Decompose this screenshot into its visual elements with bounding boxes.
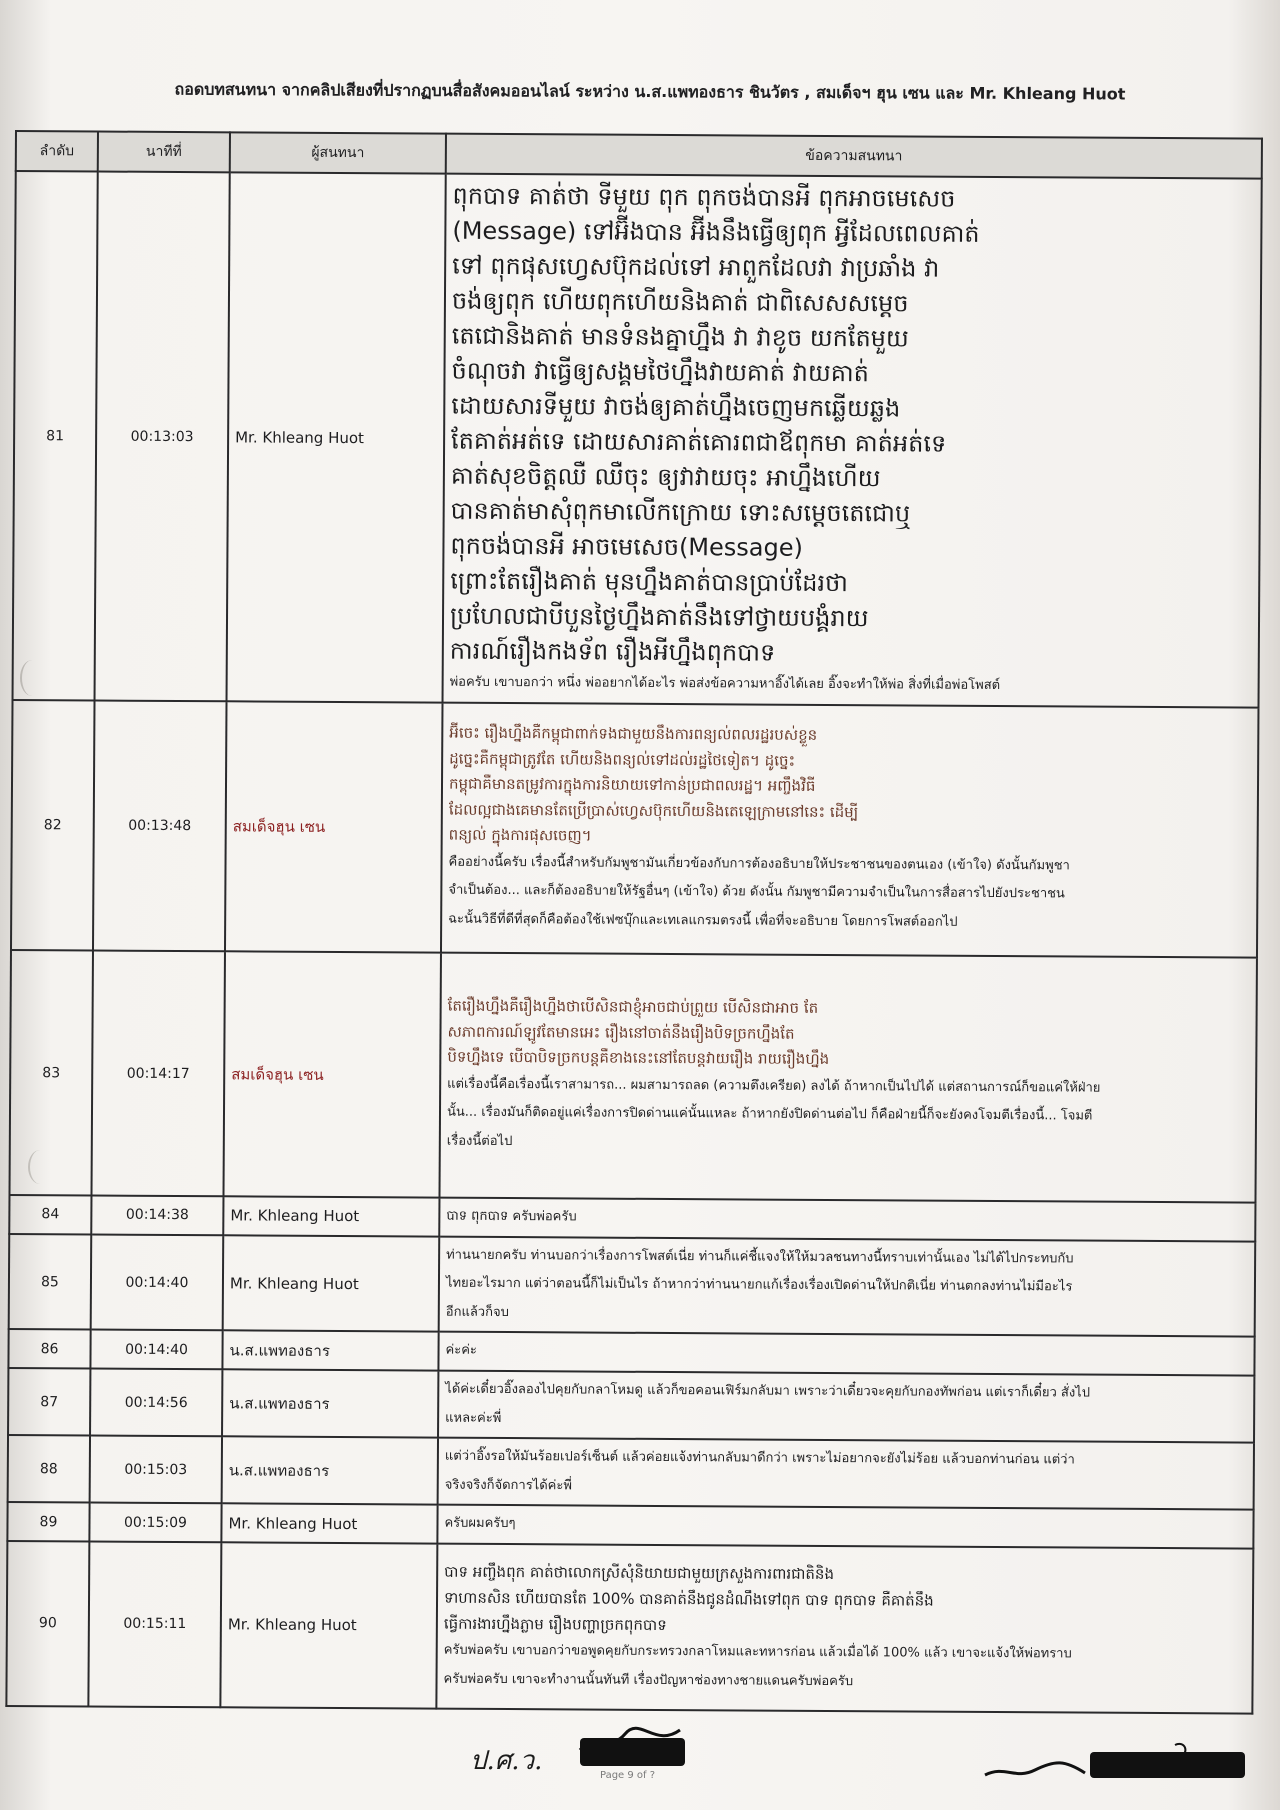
khmer-text-line: ប្រហែលជាបីបួនថ្ងៃហ្នឹងគាត់នឹងទៅថ្វាយបង្គំរាយ bbox=[449, 602, 869, 633]
table-row bbox=[8, 1435, 1254, 1510]
row-message bbox=[439, 1198, 1255, 1242]
row-message bbox=[437, 1505, 1253, 1549]
thai-text-line: ครับพ่อครับ เขาบอกว่าขอพูดคุยกับกระทรวงกลาโหมและทหารก่อน แล้วเมื่อได้ 100% แล้ว เขาจะแจ้งให้พ่อทราบ bbox=[443, 1642, 1072, 1662]
header-message: ข้อความสนทนา bbox=[446, 134, 1262, 179]
thai-text-line: ฉะนั้นวิธีที่ดีที่สุดก็คือต้องใช้เฟซบุ๊กและเทเลแกรมตรงนี้ เพื่อที่จะอธิบาย โดยการโพสต์ออกไป bbox=[448, 911, 958, 930]
row-speaker: น.ส.แพทองธาร bbox=[222, 1331, 438, 1371]
khmer-text-line: ព្រោះតែរឿងគាត់ មុនហ្នឹងគាត់បានប្រាប់ដែរថា bbox=[450, 567, 848, 598]
khmer-text-line: តែរឿងហ្នឹងគឺរឿងហ្នឹងថាបើសិនជាខ្ញុំអាចជាប់ព្រួយ បើសិនជាអាច តែ bbox=[447, 997, 819, 1018]
khmer-text-line: (Message) ទៅអ៊ីងបាន អ៊ីងនឹងធ្វើឲ្យពុក អ្វីដែលពេលគាត់ bbox=[452, 216, 980, 248]
row-number: 87 bbox=[8, 1368, 90, 1436]
khmer-text-line: បាទ អញ្ចឹងពុក គាត់ថាលោកស្រីសុំនិយាយជាមួយក្រសួងការពារជាតិនិង bbox=[444, 1562, 835, 1583]
table-body bbox=[6, 171, 1261, 1714]
thai-text-line: ท่านนายกครับ ท่านบอกว่าเรื่องการโพสต์เนี่ย ท่านก็แค่ชี้แจงให้ให้มวลชนทางนี้ทราบเท่านั้นเอง ไม่ได้ไปกระทบกับ bbox=[446, 1247, 1074, 1267]
table-row bbox=[9, 1234, 1256, 1337]
row-speaker: Mr. Khleang Huot bbox=[221, 1504, 437, 1544]
thai-text-line: ครับผมครับๆ bbox=[444, 1516, 516, 1532]
thai-text-line: คืออย่างนี้ครับ เรื่องนี้สำหรับกัมพูชามันเกี่ยวข้องกับการต้องอธิบายให้ประชาชนของตนเอง (เข้าใจ) ดังนั้นกัมพูชา bbox=[448, 854, 1070, 874]
khmer-text-line: បានគាត់មាសុំពុកមាលើកក្រោយ ទោះសម្ដេចតេជោឬ bbox=[450, 496, 911, 528]
thai-text-line: แต่เรื่องนี้คือเรื่องนี้เราสามารถ... ผมสามารถลด (ความตึงเครียด) ลงได้ ถ้าหากเป็นไปได้ แต่สถานการณ์ก็ขอแค่ให้ฝ่าย bbox=[447, 1076, 1101, 1096]
redaction-block bbox=[1090, 1752, 1245, 1778]
row-message bbox=[438, 1332, 1254, 1376]
handwritten-initials: ป.ศ.ว. bbox=[470, 1746, 543, 1776]
thai-text-line: ได้ค่ะเดี๋ยวอิ๊งลองไปคุยกับกลาโหมดู แล้วก็ขอคอนเฟิร์มกลับมา เพราะว่าเดี๋ยวจะคุยกับกองทัพก่อน แต่เราก็เดี๋ยว สั่งไป bbox=[445, 1381, 1091, 1401]
row-speaker: Mr. Khleang Huot bbox=[220, 1542, 437, 1708]
row-timestamp: 00:15:09 bbox=[89, 1503, 221, 1542]
row-message bbox=[441, 703, 1259, 958]
row-number: 86 bbox=[8, 1329, 90, 1368]
khmer-text-line: បិទហ្នឹងទេ បើបាបិទច្រកបន្តគឺខាងនេះនៅតែបន្តវាយរឿង រាយរឿងហ្នឹង bbox=[447, 1048, 830, 1069]
row-timestamp: 00:13:03 bbox=[95, 172, 230, 702]
row-message bbox=[438, 1371, 1254, 1443]
row-timestamp: 00:15:11 bbox=[88, 1541, 221, 1707]
thai-text-line: จริงจริงก็จัดการได้ค่ะพี่ bbox=[444, 1477, 572, 1494]
row-speaker: น.ส.แพทองธาร bbox=[222, 1369, 438, 1438]
thai-text-line: ไทยอะไรมาก แต่ว่าตอนนี้ก็ไม่เป็นไร ถ้าหากว่าท่านนายกแก้เรื่องเรื่องเปิดด่านให้ปกติเนี่ย ท่านตกลงท่านไม่มีอะไร bbox=[445, 1275, 1073, 1295]
khmer-text-line: ពុកបាទ គាត់ថា ទីមួយ ពុក ពុកចង់បានអី ពុកអាចមេសេច bbox=[452, 181, 956, 213]
row-number: 89 bbox=[7, 1502, 89, 1541]
khmer-text-line: ចង់ឲ្យពុក ហើយពុកហើយនិងគាត់ ជាពិសេសសម្ដេច bbox=[451, 286, 909, 318]
header-speaker: ผู้สนทนา bbox=[230, 132, 446, 173]
thai-text-line: พ่อครับ เขาบอกว่า หนึ่ง พ่ออยากได้อะไร พ่อส่งข้อความหาอิ๊งได้เลย อิ๊งจะทำให้พ่อ สิ่งที่เมื่อพ่อโพสต์ bbox=[449, 675, 1001, 694]
document-title: ถอดบทสนทนา จากคลิปเสียงที่ปรากฏบนสื่อสังคมออนไลน์ ระหว่าง น.ส.แพทองธาร ชินวัตร , สมเด็จฯ ฮุน เซน และ Mr. Khleang Huot bbox=[174, 79, 1126, 104]
khmer-text-line: ពន្យល់ ក្នុងការផុសចេញ។ bbox=[448, 826, 592, 845]
row-message bbox=[443, 174, 1262, 708]
table-row bbox=[8, 1368, 1254, 1443]
row-timestamp: 00:13:48 bbox=[93, 701, 227, 952]
row-speaker: Mr. Khleang Huot bbox=[223, 1196, 439, 1236]
row-number: 83 bbox=[9, 950, 92, 1195]
row-number: 88 bbox=[8, 1435, 90, 1503]
khmer-text-line: ចំណុចវា វាធ្វើឲ្យសង្គមថៃហ្នឹងវាយគាត់ វាយគាត់ bbox=[451, 356, 869, 388]
khmer-text-line: ដោយសារទីមួយ វាចង់ឲ្យគាត់ហ្នឹងចេញមកឆ្លើយឆ្លង bbox=[451, 391, 901, 423]
row-number: 81 bbox=[13, 171, 98, 701]
table-row bbox=[6, 1541, 1253, 1714]
thai-text-line: เรื่องนี้ต่อไป bbox=[446, 1133, 513, 1150]
row-number: 84 bbox=[9, 1195, 91, 1234]
khmer-text-line: តែគាត់អត់ទេ ដោយសារគាត់គោរពជាឪពុកមា គាត់អត់ទេ bbox=[451, 426, 947, 458]
row-speaker: Mr. Khleang Huot bbox=[227, 172, 446, 702]
header-no: ลำดับ bbox=[16, 131, 98, 172]
khmer-text-line: សភាពការណ៍ឡូវតែមានអេះ រឿងនៅចាត់នឹងរឿងបិទច្រកហ្នឹងតែ bbox=[447, 1022, 795, 1043]
thai-text-line: แหละค่ะพี่ bbox=[445, 1410, 502, 1426]
khmer-text-line: ពុកចង់បានអី អាចមេសេច(Message) bbox=[450, 531, 803, 563]
row-number: 82 bbox=[11, 700, 95, 950]
thai-text-line: อีกแล้วก็จบ bbox=[445, 1304, 509, 1320]
khmer-text-line: តេជោនិងគាត់ មានទំនងគ្នាហ្នឹង វា វាខូច យកតែមួយ bbox=[451, 321, 909, 353]
row-message bbox=[436, 1544, 1253, 1714]
transcript-table bbox=[5, 130, 1263, 1715]
redaction-block bbox=[580, 1738, 685, 1766]
row-timestamp: 00:14:56 bbox=[90, 1368, 222, 1436]
row-number: 90 bbox=[6, 1541, 89, 1706]
row-message bbox=[439, 953, 1256, 1203]
table-row bbox=[11, 700, 1259, 958]
row-timestamp: 00:14:38 bbox=[91, 1196, 223, 1235]
row-speaker: สมเด็จฮุน เซน bbox=[223, 951, 440, 1197]
khmer-text-line: កម្ពុជាគឺមានតម្រូវការក្នុងការនិយាយទៅកាន់ប្រជាពលរដ្ឋ។ អញ្ចឹងវិធី bbox=[448, 775, 816, 796]
thai-text-line: ค่ะค่ะ bbox=[445, 1343, 477, 1359]
row-message bbox=[439, 1236, 1256, 1337]
thai-text-line: แต่ว่าอิ๊งรอให้มันร้อยเปอร์เซ็นต์ แล้วค่อยแจ้งท่านกลับมาดีกว่า เพราะไม่อยากจะยังไม่ร้อย แล้วบอกท่านก่อน แต่ว่า bbox=[444, 1448, 1075, 1468]
khmer-text-line: ធ្វើការងារហ្នឹងភ្លាម រឿងបញ្ហាច្រកពុកបាទ bbox=[443, 1614, 667, 1635]
row-timestamp: 00:15:03 bbox=[90, 1436, 222, 1504]
thai-text-line: นั้น... เรื่องมันก็ติดอยู่แค่เรื่องการปิดด่านแค่นั้นแหละ ถ้าหากยังปิดด่านต่อไป ก็คือฝ่ายนี้ก็จะยังคงโจมตีเรื่องนี้... โจมตี bbox=[446, 1105, 1093, 1125]
khmer-text-line: អ៊ីចេះ រឿងហ្នឹងគឺកម្ពុជាពាក់ទងជាមួយនឹងការពន្យល់ពលរដ្ឋរបស់ខ្លួន bbox=[449, 724, 818, 745]
khmer-text-line: ដែលល្អជាងគេមានតែប្រើប្រាស់ហ្វេសប៊ុកហើយនិងតេឡេក្រាមនៅនេះ ដើម្បី bbox=[448, 800, 859, 822]
khmer-text-line: ដូច្នេះគឺកម្ពុជាត្រូវតែ ហើយនិងពន្យល់ទៅដល់រដ្ឋថៃទៀត។ ដូច្នេះ bbox=[449, 749, 796, 770]
thai-text-line: ครับพ่อครับ เขาจะทำงานนั้นทันที เรื่องปัญหาช่องทางชายแดนครับพ่อครับ bbox=[443, 1671, 854, 1689]
row-message bbox=[438, 1438, 1254, 1510]
khmer-text-line: ទៅ ពុកផុសហ្វេសប៊ុកដល់ទៅ អាពួកដែលវា វាប្រឆាំង វា bbox=[452, 251, 940, 283]
thai-text-line: จำเป็นต้อง... และก็ต้องอธิบายให้รัฐอื่นๆ (เข้าใจ) ด้วย ดังนั้น กัมพูชามีความจำเป็นในการสื่อสารไปยังประชาชน bbox=[448, 883, 1065, 902]
khmer-text-line: ទាហានសិន ហើយបានតែ 100% បានគាត់នឹងជូនដំណឹងទៅពុក បាទ ពុកបាទ គឺគាត់នឹង bbox=[443, 1588, 934, 1610]
row-speaker: สมเด็จฮุน เซน bbox=[225, 701, 443, 952]
row-timestamp: 00:14:40 bbox=[91, 1234, 224, 1331]
row-speaker: Mr. Khleang Huot bbox=[223, 1235, 440, 1332]
page-number: Page 9 of ? bbox=[600, 1770, 656, 1781]
khmer-text-line: ការណ៍រឿងកងទ័ព រឿងអីហ្នឹងពុកបាទ bbox=[449, 637, 776, 668]
khmer-text-line: គាត់សុខចិត្តឈឺ ឈឺចុះ ឲ្យវាវាយចុះ អាហ្នឹងហើយ bbox=[450, 461, 881, 493]
row-timestamp: 00:14:40 bbox=[90, 1330, 222, 1369]
header-time: นาทีที่ bbox=[98, 132, 230, 173]
thai-text-line: បាទ ពុកបាទ ครับพ่อครับ bbox=[446, 1208, 577, 1225]
row-timestamp: 00:14:17 bbox=[91, 951, 224, 1197]
table-row bbox=[9, 950, 1256, 1203]
row-speaker: น.ส.แพทองธาร bbox=[222, 1436, 438, 1505]
table-row bbox=[13, 171, 1262, 708]
row-number: 85 bbox=[9, 1234, 92, 1330]
